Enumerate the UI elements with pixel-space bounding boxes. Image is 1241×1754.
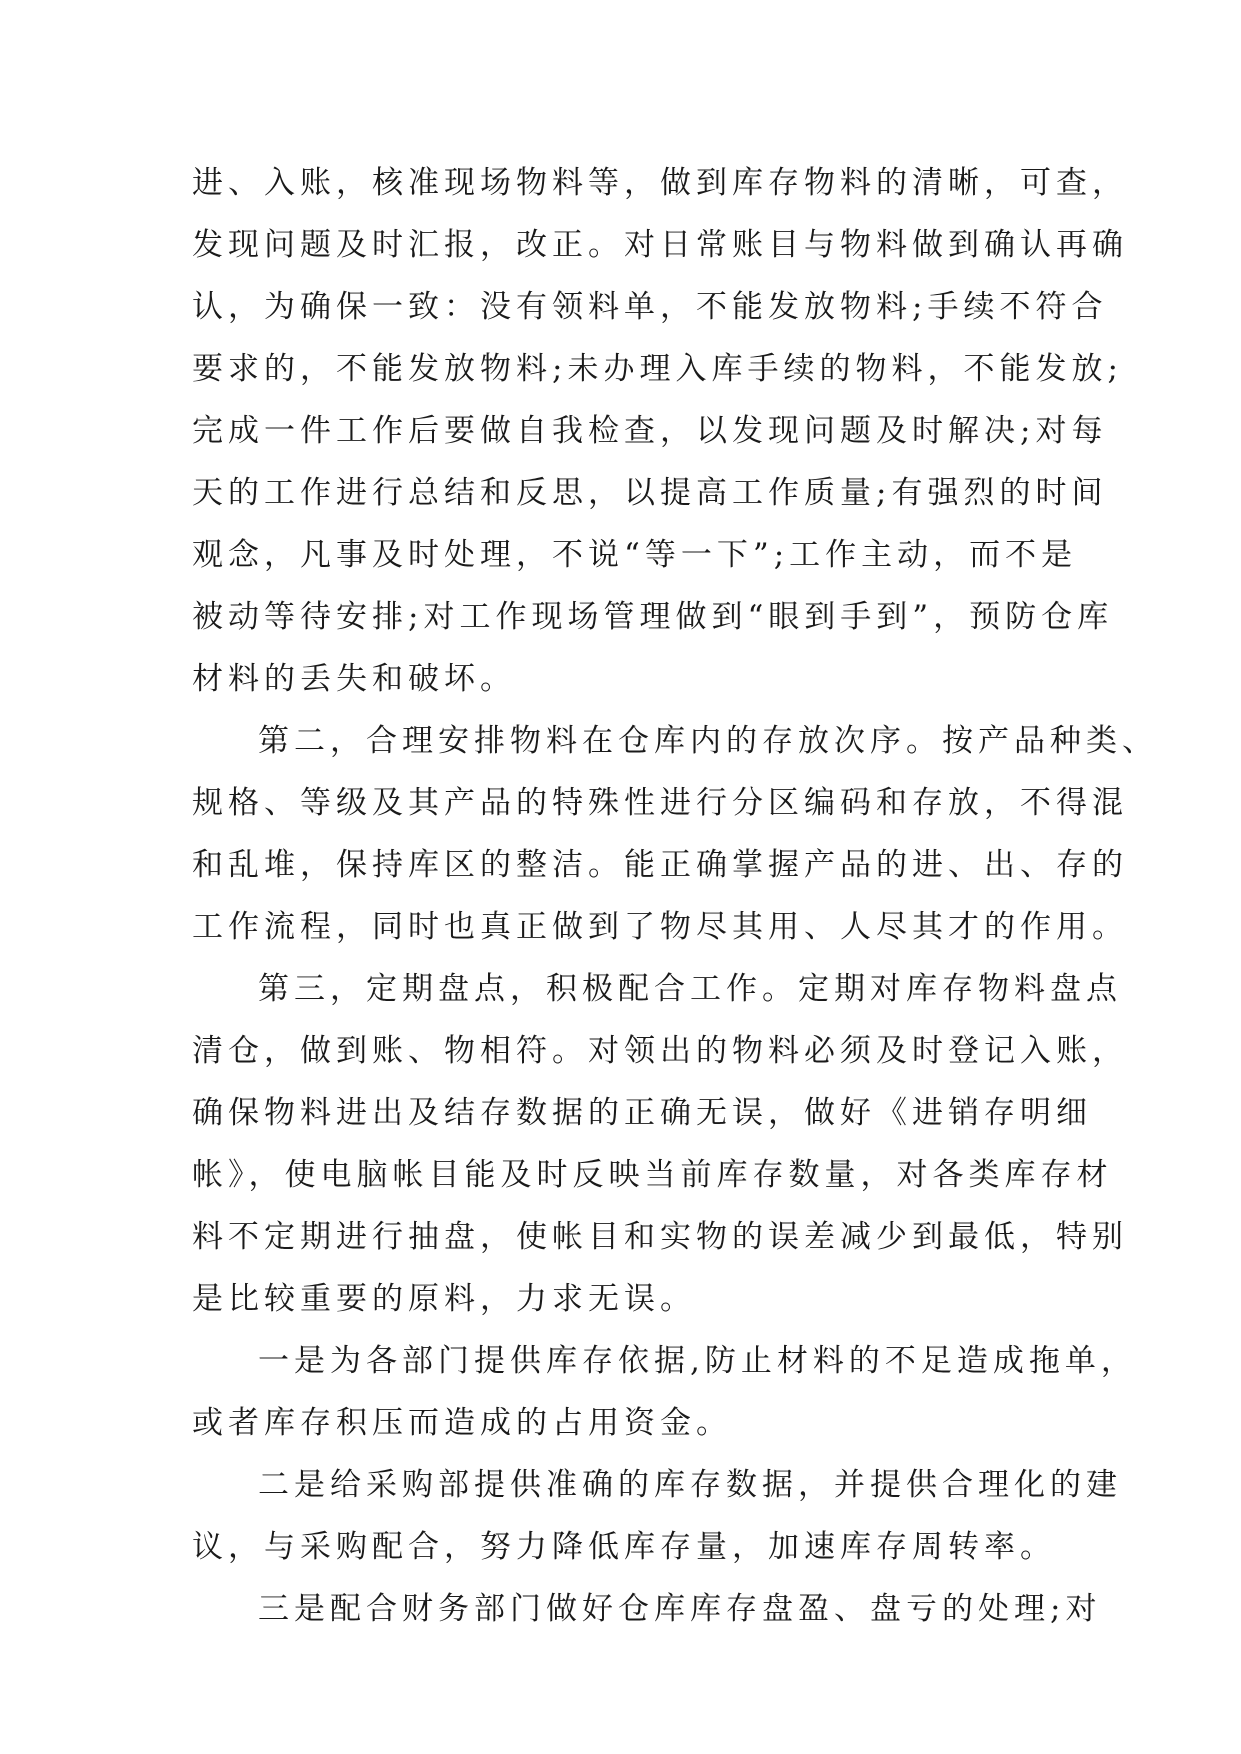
paragraph-second bbox=[192, 710, 1158, 958]
text-line: 进、入账，核准现场物料等，做到库存物料的清晰，可查， bbox=[192, 165, 1128, 201]
text-line: 料不定期进行抽盘，使帐目和实物的误差减少到最低，特别 bbox=[192, 1219, 1128, 1255]
text-line: 三是配合财务部门做好仓库库存盘盈、盘亏的处理;对 bbox=[258, 1591, 1102, 1627]
text-line: 工作流程，同时也真正做到了物尽其用、人尽其才的作用。 bbox=[192, 909, 1128, 945]
text-line: 被动等待安排;对工作现场管理做到“眼到手到”，预防仓库 bbox=[192, 599, 1114, 635]
text-line: 第二，合理安排物料在仓库内的存放次序。按产品种类、 bbox=[258, 723, 1158, 759]
paragraph-item-two bbox=[192, 1454, 1122, 1578]
text-line: 观念，凡事及时处理，不说“等一下”;工作主动，而不是 bbox=[192, 537, 1078, 573]
paragraph-item-three bbox=[192, 1578, 1102, 1640]
text-line: 完成一件工作后要做自我检查，以发现问题及时解决;对每 bbox=[192, 413, 1108, 449]
text-line: 发现问题及时汇报，改正。对日常账目与物料做到确认再确 bbox=[192, 227, 1128, 263]
text-line: 要求的，不能发放物料;未办理入库手续的物料，不能发放; bbox=[192, 351, 1123, 387]
text-line: 一是为各部门提供库存依据,防止材料的不足造成拖单， bbox=[258, 1343, 1137, 1379]
text-line: 是比较重要的原料，力求无误。 bbox=[192, 1281, 696, 1317]
text-line: 帐》，使电脑帐目能及时反映当前库存数量，对各类库存材 bbox=[192, 1157, 1113, 1193]
text-line: 规格、等级及其产品的特殊性进行分区编码和存放，不得混 bbox=[192, 785, 1128, 821]
document-body bbox=[192, 152, 1158, 1640]
text-line: 清仓，做到账、物相符。对领出的物料必须及时登记入账， bbox=[192, 1033, 1128, 1069]
text-line: 二是给采购部提供准确的库存数据，并提供合理化的建 bbox=[258, 1467, 1122, 1503]
paragraph-third bbox=[192, 958, 1128, 1330]
text-line: 或者库存积压而造成的占用资金。 bbox=[192, 1405, 732, 1441]
text-line: 和乱堆，保持库区的整洁。能正确掌握产品的进、出、存的 bbox=[192, 847, 1128, 883]
text-line: 认，为确保一致：没有领料单，不能发放物料;手续不符合 bbox=[192, 289, 1108, 325]
paragraph-continuation bbox=[192, 152, 1128, 710]
text-line: 确保物料进出及结存数据的正确无误，做好《进销存明细 bbox=[192, 1095, 1092, 1131]
paragraph-item-one bbox=[192, 1330, 1137, 1454]
text-line: 材料的丢失和破坏。 bbox=[192, 661, 516, 697]
text-line: 议，与采购配合，努力降低库存量，加速库存周转率。 bbox=[192, 1529, 1056, 1565]
text-line: 天的工作进行总结和反思，以提高工作质量;有强烈的时间 bbox=[192, 475, 1108, 511]
text-line: 第三，定期盘点，积极配合工作。定期对库存物料盘点 bbox=[258, 971, 1122, 1007]
